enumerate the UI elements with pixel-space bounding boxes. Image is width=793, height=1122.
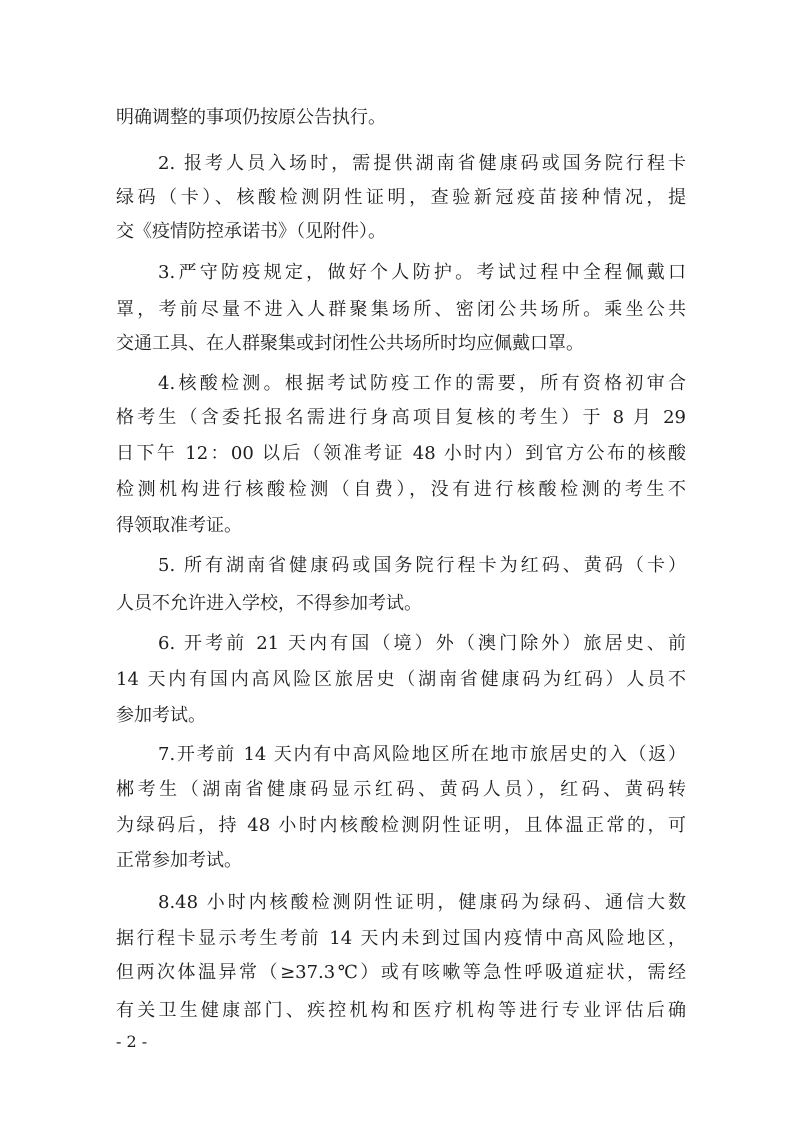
paragraph-4-line-3: 日下午 12：00 以后（领准考证 48 小时内）到官方公布的核酸 xyxy=(116,443,686,464)
paragraph-5-line-1: 5. 所有湖南省健康码或国务院行程卡为红码、黄码（卡） xyxy=(158,555,686,576)
paragraph-3-line-2: 罩，考前尽量不进入人群聚集场所、密闭公共场所。乘坐公共 xyxy=(116,299,686,320)
paragraph-3-line-3: 交通工具、在人群聚集或封闭性公共场所时均应佩戴口罩。 xyxy=(116,333,584,354)
paragraph-6-line-3: 参加考试。 xyxy=(116,705,206,726)
paragraph-1-line-1: 明确调整的事项仍按原公告执行。 xyxy=(116,107,386,128)
paragraph-2-line-2: 绿码（卡）、核酸检测阴性证明，查验新冠疫苗接种情况，提 xyxy=(116,187,686,208)
paragraph-8-line-3: 但两次体温异常（≥37.3℃）或有咳嗽等急性呼吸道症状，需经 xyxy=(116,962,686,983)
paragraph-8-line-4: 有关卫生健康部门、疾控机构和医疗机构等进行专业评估后确 xyxy=(116,1000,686,1021)
paragraph-2-line-1: 2. 报考人员入场时，需提供湖南省健康码或国务院行程卡 xyxy=(158,153,686,174)
paragraph-7-line-2: 郴考生（湖南省健康码显示红码、黄码人员），红码、黄码转 xyxy=(116,779,686,800)
paragraph-3-line-1: 3.严守防疫规定，做好个人防护。考试过程中全程佩戴口 xyxy=(158,262,686,283)
paragraph-4-line-4: 检测机构进行核酸检测（自费），没有进行核酸检测的考生不 xyxy=(116,479,686,500)
paragraph-8-line-2: 据行程卡显示考生考前 14 天内未到过国内疫情中高风险地区， xyxy=(116,928,686,949)
paragraph-4-line-5: 得领取准考证。 xyxy=(116,515,242,536)
paragraph-7-line-4: 正常参加考试。 xyxy=(116,850,242,871)
paragraph-8-line-1: 8.48 小时内核酸检测阴性证明，健康码为绿码、通信大数 xyxy=(158,892,686,913)
paragraph-2-line-3: 交《疫情防控承诺书》（见附件）。 xyxy=(116,221,386,242)
paragraph-6-line-1: 6. 开考前 21 天内有国（境）外（澳门除外）旅居史、前 xyxy=(158,633,686,654)
page-number: - 2 - xyxy=(116,1032,148,1051)
paragraph-4-line-1: 4.核酸检测。根据考试防疫工作的需要，所有资格初审合 xyxy=(158,373,686,394)
paragraph-4-line-2: 格考生（含委托报名需进行身高项目复核的考生）于 8 月 29 xyxy=(116,407,686,428)
paragraph-7-line-3: 为绿码后，持 48 小时内核酸检测阴性证明，且体温正常的，可 xyxy=(116,815,686,836)
paragraph-7-line-1: 7.开考前 14 天内有中高风险地区所在地市旅居史的入（返） xyxy=(158,744,686,765)
paragraph-6-line-2: 14 天内有国内高风险区旅居史（湖南省健康码为红码）人员不 xyxy=(116,669,686,690)
paragraph-5-line-2: 人员不允许进入学校，不得参加考试。 xyxy=(116,593,422,614)
